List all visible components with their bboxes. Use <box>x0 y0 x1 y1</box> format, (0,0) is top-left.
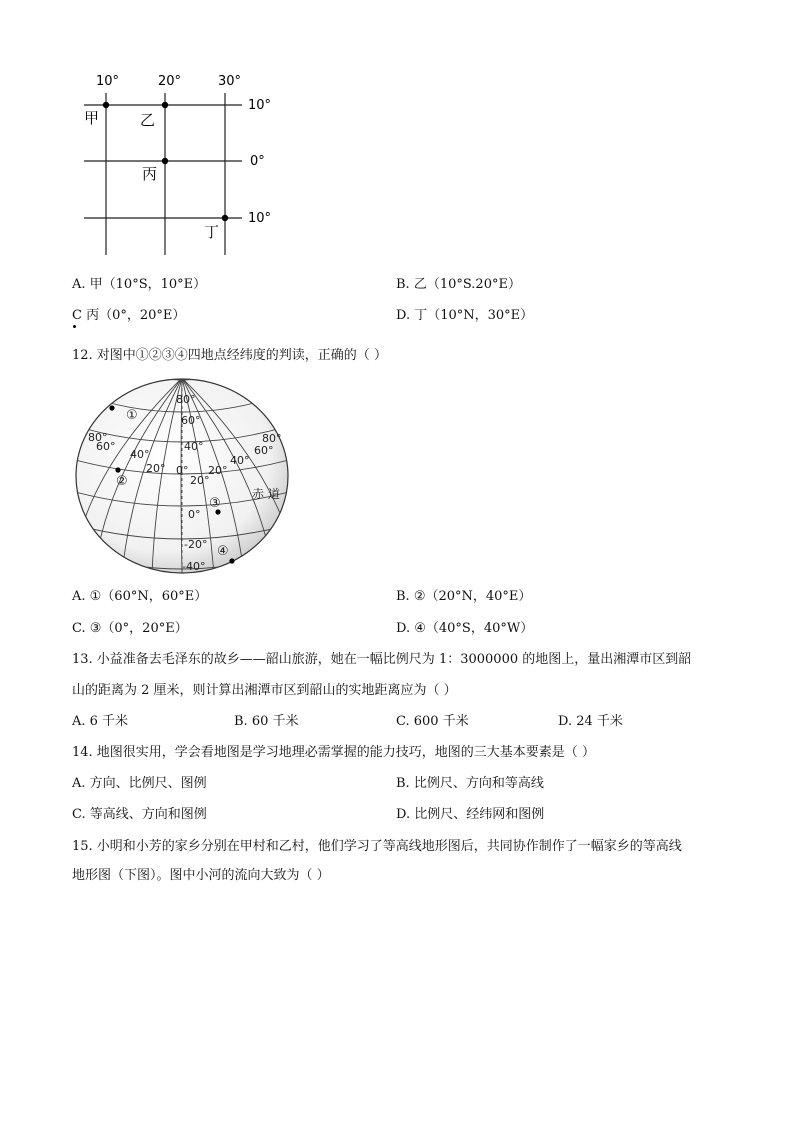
label-jia: 甲 <box>84 109 100 127</box>
q13-stem-line2: 山的距离为 2 厘米，则计算出湘潭市区到韶山的实地距离应为（ ） <box>72 683 457 698</box>
lat-lon-grid-figure <box>70 65 300 265</box>
q11-option-b[interactable]: B. 乙（10°S.20°E） <box>396 277 521 292</box>
globe-point-1-dot <box>109 405 114 410</box>
q14-option-a[interactable]: A. 方向、比例尺、图例 <box>72 776 207 791</box>
q14-option-c[interactable]: C. 等高线、方向和图例 <box>72 807 207 822</box>
q13-option-d[interactable]: D. 24 千米 <box>558 714 623 729</box>
point-bing-dot <box>162 158 168 164</box>
globe-left-80: 80° <box>88 431 108 444</box>
globe-lat-0: 0° <box>188 508 201 521</box>
globe-left-40: 40° <box>130 448 150 461</box>
label-ding: 丁 <box>204 223 220 241</box>
globe-left-60: 60° <box>96 440 116 453</box>
q12-stem: 12. 对图中①②③④四地点经纬度的判读，正确的（ ） <box>72 348 387 363</box>
globe-lon-right-40: 40° <box>230 454 250 467</box>
globe-figure <box>72 378 294 578</box>
point-jia-dot <box>103 102 109 108</box>
globe-lat-40: 40° <box>184 440 204 453</box>
globe-lat-minus20: -20° <box>184 538 208 551</box>
top-label-20: 20° <box>158 74 182 89</box>
globe-point-3-label: ③ <box>209 496 221 511</box>
q11-option-d[interactable]: D. 丁（10°N，30°E） <box>396 308 534 323</box>
top-label-10: 10° <box>96 74 120 89</box>
q15-stem-line2: 地形图（下图）。图中小河的流向大致为（ ） <box>72 868 330 883</box>
top-label-30: 30° <box>218 74 242 89</box>
right-label-10s: 10° <box>248 211 272 226</box>
point-ding-dot <box>222 215 228 221</box>
globe-lon-right-20: 20° <box>208 464 228 477</box>
q14-stem: 14. 地图很实用，学会看地图是学习地理必需掌握的能力技巧，地图的三大基本要素是（ ） <box>72 745 595 760</box>
q11-option-c[interactable]: C 丙（0°，20°E） <box>72 308 186 323</box>
point-yi-dot <box>162 102 168 108</box>
globe-lat-20: 20° <box>190 474 210 487</box>
globe-lat-minus40: -40° <box>182 560 206 573</box>
globe-lon-left-0: 0° <box>176 464 189 477</box>
q14-option-b[interactable]: B. 比例尺、方向和等高线 <box>396 776 544 791</box>
globe-equator-label: 赤 道 <box>252 487 280 501</box>
right-label-10n: 10° <box>248 98 272 113</box>
label-bing: 丙 <box>142 165 158 183</box>
q13-stem-line1: 13. 小益准备去毛泽东的故乡——韶山旅游，她在一幅比例尺为 1：3000000 的地图上，量出湘潭市区到韶 <box>72 652 692 667</box>
globe-point-2-label: ② <box>116 474 128 489</box>
q13-option-c[interactable]: C. 600 千米 <box>396 714 469 729</box>
label-yi: 乙 <box>140 111 156 129</box>
globe-point-4-dot <box>229 558 234 563</box>
globe-point-4-label: ④ <box>217 544 229 559</box>
q12-option-b[interactable]: B. ②（20°N，40°E） <box>396 589 532 604</box>
globe-lon-left-20: 20° <box>146 462 166 475</box>
q13-option-a[interactable]: A. 6 千米 <box>72 714 129 729</box>
globe-lat-60: 60° <box>181 414 201 427</box>
q12-option-a[interactable]: A. ①（60°N，60°E） <box>72 589 208 604</box>
stray-dot <box>73 325 76 328</box>
globe-point-1-label: ① <box>126 408 138 423</box>
q12-option-d[interactable]: D. ④（40°S，40°W） <box>396 621 534 636</box>
globe-lat-80: 80° <box>176 393 196 406</box>
q11-option-a[interactable]: A. 甲（10°S，10°E） <box>72 277 207 292</box>
right-label-0: 0° <box>250 154 265 169</box>
globe-lon-right-80: 80° <box>262 432 282 445</box>
globe-lon-right-60: 60° <box>254 444 274 457</box>
globe-point-2-dot <box>115 467 120 472</box>
q12-option-c[interactable]: C. ③（0°，20°E） <box>72 621 188 636</box>
q13-option-b[interactable]: B. 60 千米 <box>234 714 299 729</box>
q14-option-d[interactable]: D. 比例尺、经纬网和图例 <box>396 807 545 822</box>
q15-stem-line1: 15. 小明和小芳的家乡分别在甲村和乙村，他们学习了等高线地形图后，共同协作制作了一幅家乡的等高线 <box>72 839 682 854</box>
